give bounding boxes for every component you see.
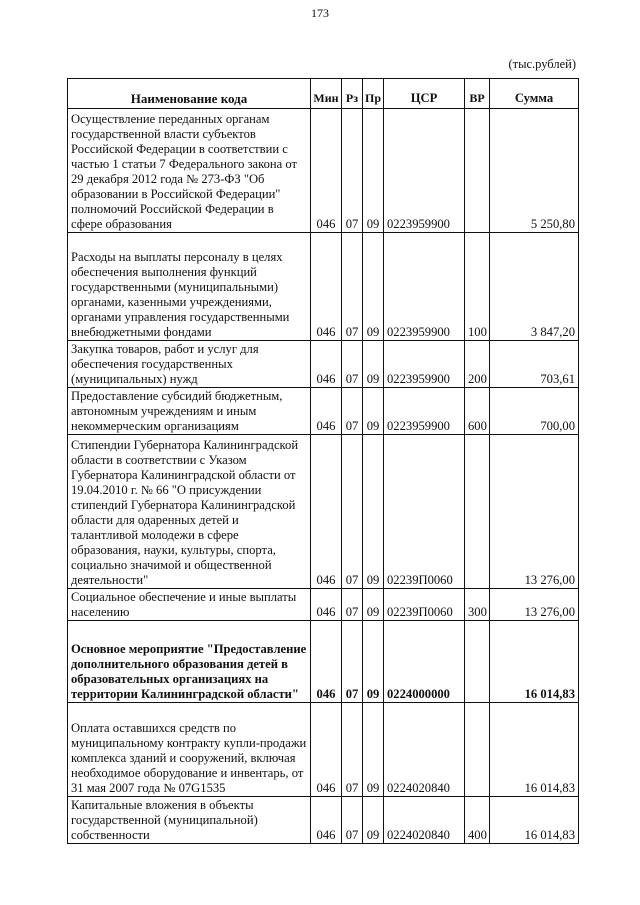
row-name: Закупка товаров, работ и услуг для обеспечения государственных (муниципальных) нужд <box>68 341 311 388</box>
table-header-row <box>68 79 579 109</box>
table-row <box>68 621 579 703</box>
row-rz: 07 <box>342 589 363 621</box>
row-vr <box>465 621 490 703</box>
page-number: 173 <box>311 6 329 20</box>
table-row <box>68 109 579 233</box>
header-pr: Пр <box>363 79 384 109</box>
table-row <box>68 797 579 844</box>
row-rz: 07 <box>342 341 363 388</box>
row-name: Оплата оставшихся средств по муниципальному контракту купли-продажи комплекса зданий и сооружений, включая необходимое оборудование и инвентарь, от 31 мая 2007 года № 07G1535 <box>68 703 311 797</box>
row-csr: 0223959900 <box>384 109 465 233</box>
header-sum: Сумма <box>490 79 579 109</box>
row-pr: 09 <box>363 341 384 388</box>
row-csr: 0223959900 <box>384 341 465 388</box>
row-pr: 09 <box>363 233 384 341</box>
row-min: 046 <box>311 703 342 797</box>
row-sum: 13 276,00 <box>490 435 579 589</box>
row-pr: 09 <box>363 435 384 589</box>
row-sum: 16 014,83 <box>490 703 579 797</box>
row-vr: 100 <box>465 233 490 341</box>
row-min: 046 <box>311 589 342 621</box>
row-sum: 16 014,83 <box>490 621 579 703</box>
row-sum: 703,61 <box>490 341 579 388</box>
row-vr <box>465 109 490 233</box>
table-row <box>68 435 579 589</box>
row-rz: 07 <box>342 435 363 589</box>
row-vr: 300 <box>465 589 490 621</box>
row-sum: 5 250,80 <box>490 109 579 233</box>
table-row <box>68 388 579 435</box>
row-name: Расходы на выплаты персоналу в целях обеспечения выполнения функций государственными (муниципальными) органами, казенными учреждениями, органами управления государственными внебюджетными фондами <box>68 233 311 341</box>
row-csr: 0224020840 <box>384 797 465 844</box>
row-sum: 700,00 <box>490 388 579 435</box>
row-csr: 0223959900 <box>384 388 465 435</box>
header-min: Мин <box>311 79 342 109</box>
row-name: Основное мероприятие "Предоставление дополнительного образования детей в образовательных организациях на территории Калининградской области" <box>68 621 311 703</box>
budget-table <box>67 78 579 844</box>
row-sum: 3 847,20 <box>490 233 579 341</box>
row-pr: 09 <box>363 621 384 703</box>
row-csr: 0223959900 <box>384 233 465 341</box>
header-vr: ВР <box>465 79 490 109</box>
row-pr: 09 <box>363 703 384 797</box>
row-rz: 07 <box>342 621 363 703</box>
row-sum: 13 276,00 <box>490 589 579 621</box>
table-row <box>68 703 579 797</box>
row-name: Капитальные вложения в объекты государственной (муниципальной) собственности <box>68 797 311 844</box>
row-pr: 09 <box>363 797 384 844</box>
row-pr: 09 <box>363 388 384 435</box>
row-min: 046 <box>311 388 342 435</box>
row-min: 046 <box>311 797 342 844</box>
table-row <box>68 341 579 388</box>
row-min: 046 <box>311 341 342 388</box>
header-rz: Рз <box>342 79 363 109</box>
header-csr: ЦСР <box>384 79 465 109</box>
table-row <box>68 233 579 341</box>
row-pr: 09 <box>363 589 384 621</box>
row-rz: 07 <box>342 797 363 844</box>
row-csr: 02239П0060 <box>384 589 465 621</box>
row-csr: 02239П0060 <box>384 435 465 589</box>
row-name: Осуществление переданных органам государственной власти субъектов Российской Федерации в соответствии с частью 1 статьи 7 Федерального закона от 29 декабря 2012 года № 273-ФЗ "Об образовании в Российской Федерации" полномочий Российской Федерации в сфере образования <box>68 109 311 233</box>
row-csr: 0224000000 <box>384 621 465 703</box>
row-pr: 09 <box>363 109 384 233</box>
row-vr: 600 <box>465 388 490 435</box>
row-csr: 0224020840 <box>384 703 465 797</box>
row-vr <box>465 703 490 797</box>
row-name: Предоставление субсидий бюджетным, автономным учреждениям и иным некоммерческим организациям <box>68 388 311 435</box>
header-name: Наименование кода <box>68 79 311 109</box>
row-min: 046 <box>311 435 342 589</box>
row-rz: 07 <box>342 388 363 435</box>
row-min: 046 <box>311 233 342 341</box>
row-min: 046 <box>311 621 342 703</box>
row-name: Социальное обеспечение и иные выплаты населению <box>68 589 311 621</box>
row-rz: 07 <box>342 703 363 797</box>
row-vr: 200 <box>465 341 490 388</box>
table-row <box>68 589 579 621</box>
row-vr <box>465 435 490 589</box>
row-rz: 07 <box>342 233 363 341</box>
row-name: Стипендии Губернатора Калининградской области в соответствии с Указом Губернатора Калининградской области от 19.04.2010 г. № 66 "О присуждении стипендий Губернатора Калининградской области для одаренных детей и талантливой молодежи в сфере образования, науки, культуры, спорта, социально значимой и общественной деятельности" <box>68 435 311 589</box>
row-sum: 16 014,83 <box>490 797 579 844</box>
row-min: 046 <box>311 109 342 233</box>
row-rz: 07 <box>342 109 363 233</box>
units-label: (тыс.рублей) <box>508 57 576 71</box>
row-vr: 400 <box>465 797 490 844</box>
